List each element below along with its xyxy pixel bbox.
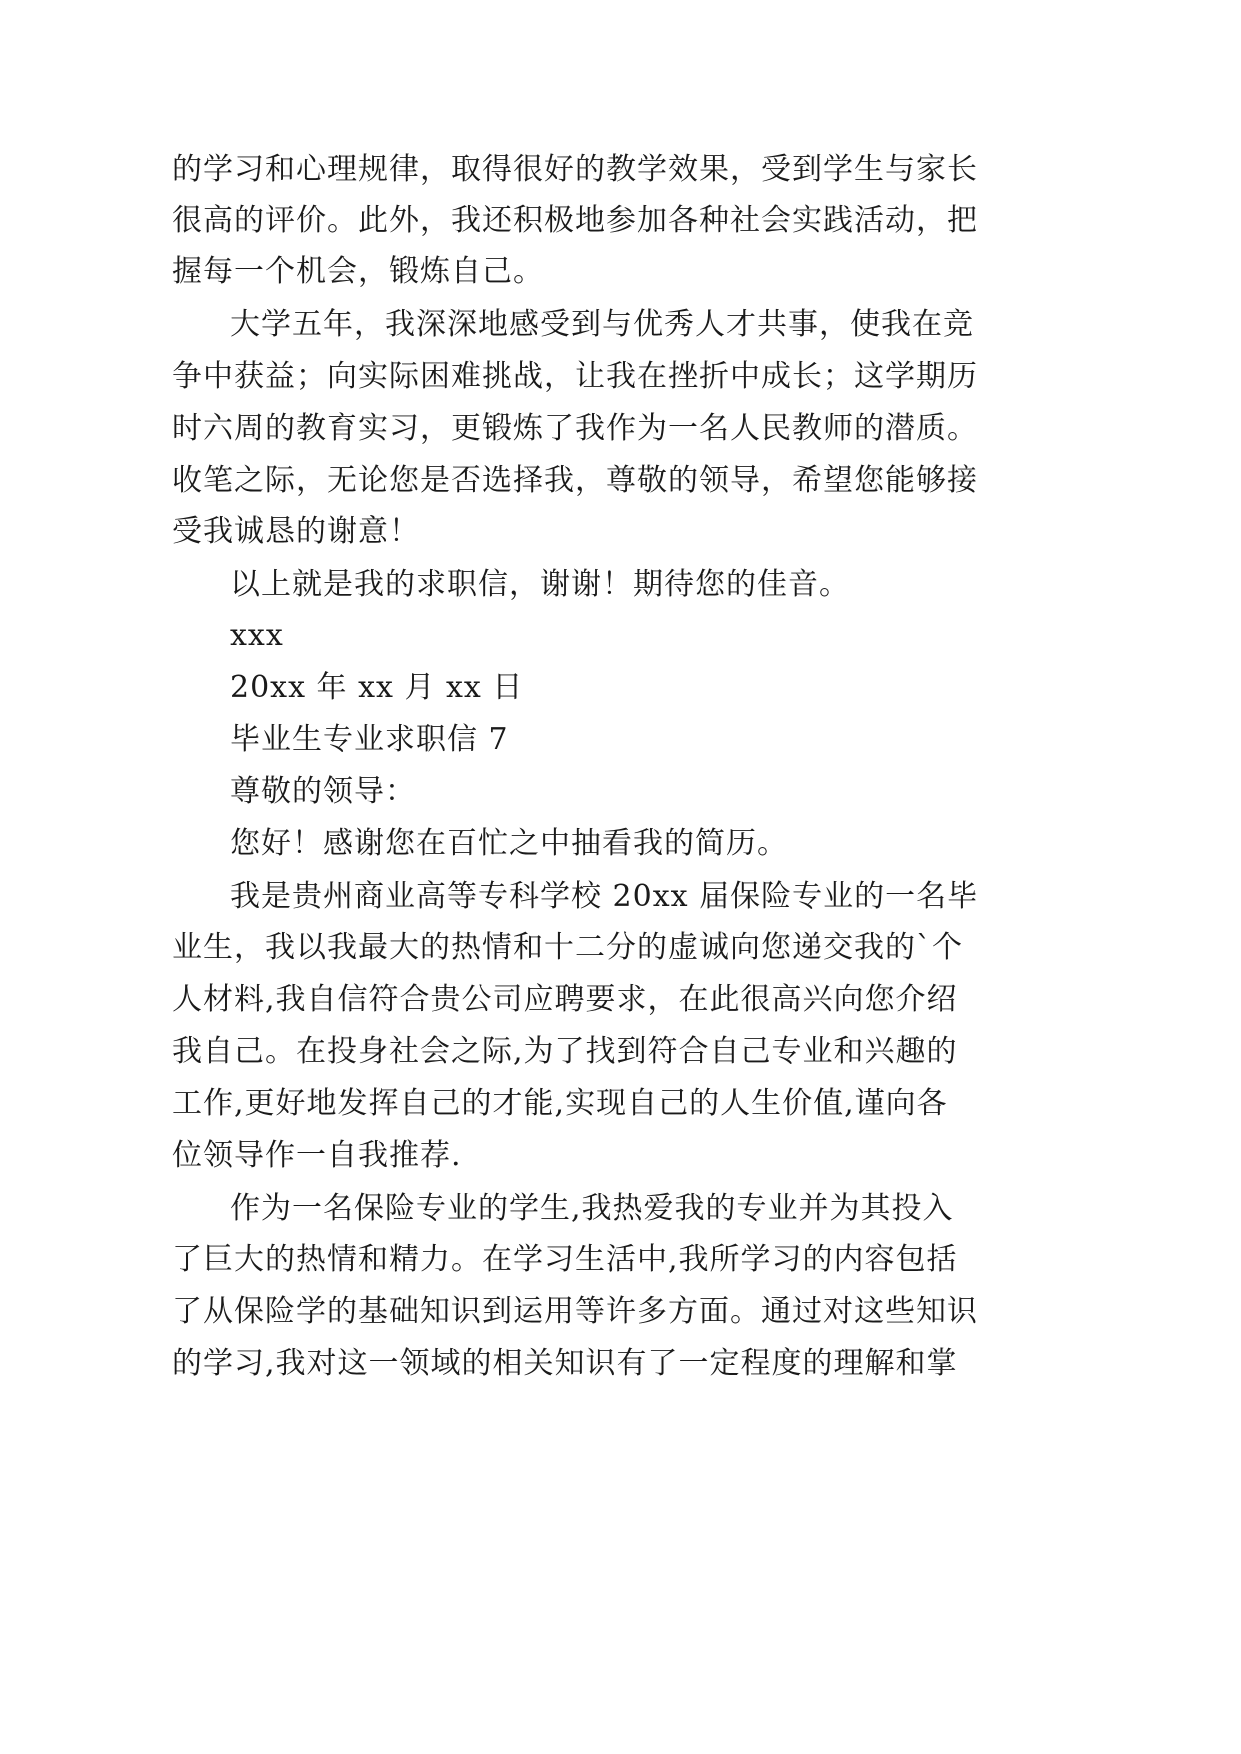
text-line-content: 握每一个机会，锻炼自己。 [172, 254, 544, 289]
text-line-content: 20xx 年 xx 月 xx 日 [230, 670, 524, 705]
text-line-content: 我是贵州商业高等专科学校 20xx 届保险专业的一名毕 [230, 879, 979, 914]
text-line-content: 我自己。在投身社会之际,为了找到符合自己专业和兴趣的 [172, 1034, 958, 1069]
text-line-content: 人材料,我自信符合贵公司应聘要求，在此很高兴向您介绍 [172, 982, 958, 1017]
text-line-content: 争中获益；向实际困难挑战，让我在挫折中成长；这学期历 [172, 359, 978, 394]
text-line-content: 收笔之际，无论您是否选择我，尊敬的领导，希望您能够接 [172, 463, 978, 498]
text-line-content: 的学习,我对这一领域的相关知识有了一定程度的理解和掌 [172, 1346, 958, 1381]
text-line-content: xxx [230, 618, 284, 653]
text-line-content: 位领导作一自我推荐. [172, 1138, 462, 1173]
text-line-content: 您好！感谢您在百忙之中抽看我的简历。 [230, 826, 788, 861]
text-line-content: 尊敬的领导： [230, 774, 416, 809]
text-line-content: 的学习和心理规律，取得很好的教学效果，受到学生与家长 [172, 152, 978, 187]
text-line-content: 作为一名保险专业的学生,我热爱我的专业并为其投入 [230, 1191, 954, 1226]
text-line-content: 受我诚恳的谢意！ [172, 514, 420, 549]
text-line-content: 毕业生专业求职信 7 [230, 722, 509, 757]
text-line-content: 了从保险学的基础知识到运用等许多方面。通过对这些知识 [172, 1294, 978, 1329]
text-line-content: 以上就是我的求职信，谢谢！期待您的佳音。 [230, 567, 850, 602]
text-line-content: 了巨大的热情和精力。在学习生活中,我所学习的内容包括 [172, 1242, 958, 1277]
text-line-content: 大学五年，我深深地感受到与优秀人才共事，使我在竞 [230, 307, 974, 342]
text-line-content: 很高的评价。此外，我还积极地参加各种社会实践活动，把 [172, 203, 978, 238]
text-line-content: 时六周的教育实习，更锻炼了我作为一名人民教师的潜质。 [172, 411, 978, 446]
text-line-content: 业生，我以我最大的热情和十二分的虚诚向您递交我的`个 [172, 930, 963, 965]
text-line-content: 工作,更好地发挥自己的才能,实现自己的人生价值,谨向各 [172, 1086, 948, 1121]
